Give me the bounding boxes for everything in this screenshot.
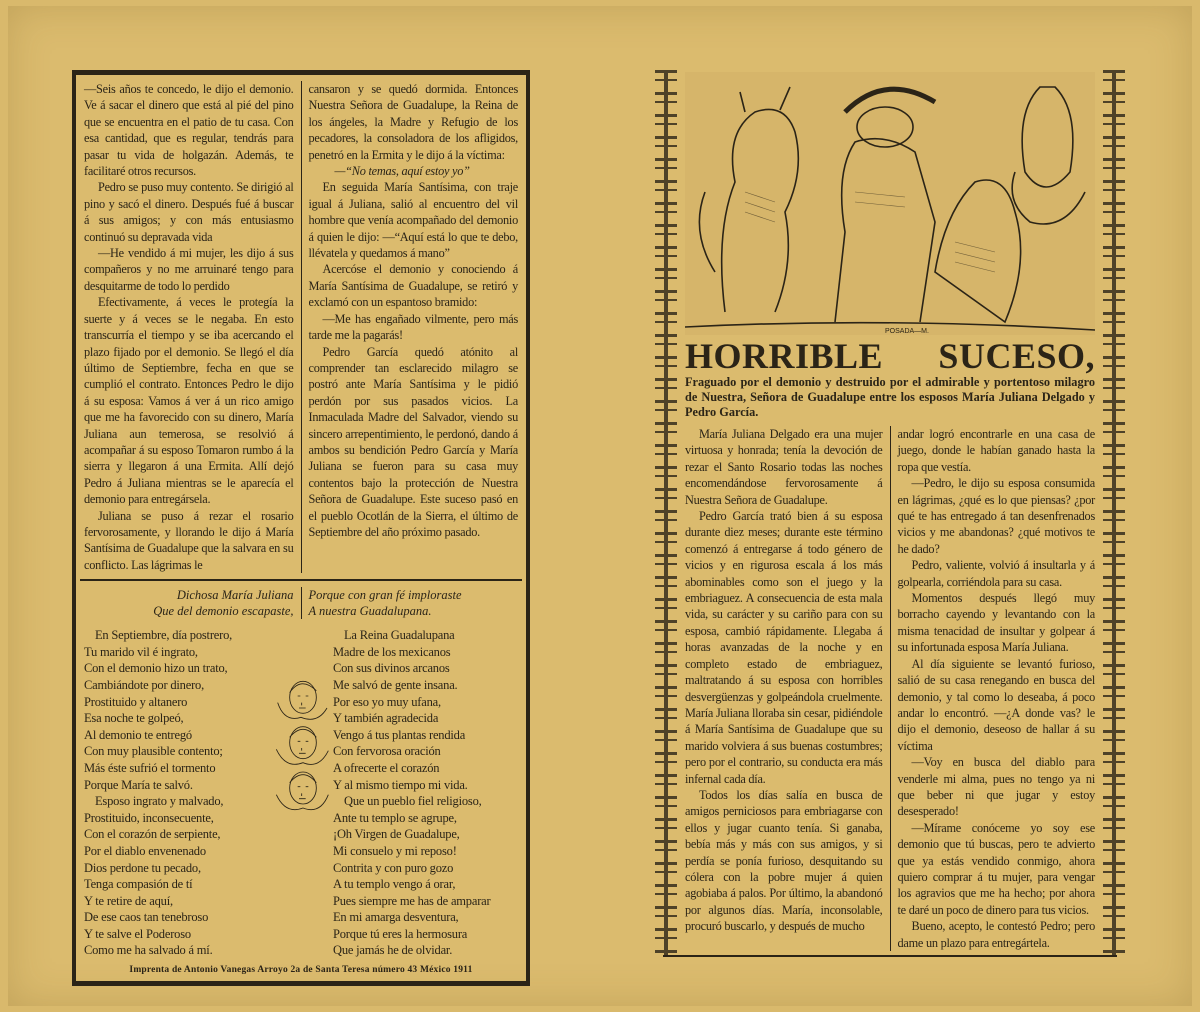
verse-line: Prostituido, inconsecuente, [84,810,214,825]
verse-line: Con el demonio hizo un trato, [84,661,228,676]
paragraph: —He vendido á mi mujer, les dijo á sus compañeros y no me arruinaré tengo para desquitarme de todo lo perdido [84,246,294,293]
verse-line: Al demonio te entregó [84,727,192,742]
poem [84,627,518,959]
paragraph: —Seis años te concedo, le dijo el demonio. Ve á sacar el dinero que está al pié del pino que se encuentra en el patio de tu casa. Con esa cantidad, que es regular, tendrás para pasar tu vida de holgazán. Además, te facilitaré otros recursos. [84,82,294,179]
paragraph: —Me has engañado vilmente, pero más tarde me la pagarás! [308,311,518,343]
left-page [72,70,530,986]
verse-line: ¡Oh Virgen de Guadalupe, [333,827,460,842]
poem-heading-right [309,587,519,619]
right-column-2 [898,426,1096,951]
woodcut-illustration [685,72,1095,335]
verse-line: Con el corazón de serpiente, [84,827,221,842]
paragraph: andar logró encontrarle en una casa de juego, donde le habían ganado hasta la ropa que vestía. [897,427,1095,474]
verse-line: Que un pueblo fiel religioso, [344,794,482,809]
verse-line: Vengo á tus plantas rendida [333,727,466,742]
verse-line: Madre de los mexicanos [333,644,451,659]
verse-line: Que jamás he de olvidar. [333,943,453,958]
verse-line: De ese caos tan tenebroso [84,910,209,925]
verse-line: Esa noche te golpeó, [84,711,184,726]
verse-line: Cambiándote por dinero, [84,677,205,692]
paragraph: Momentos después llegó muy borracho cayendo y levantando con la misma tenacidad de insultar y golpear á su infortunada esposa María Juliana. [897,591,1095,655]
heading-line: Porque con gran fé imploraste [308,588,462,603]
poem-heading-left [84,587,294,619]
column-divider [301,81,302,573]
paragraph: Pedro García trató bien á su esposa durante diez meses; durante este término comenzó á entregarse á todo género de vicios y en rigurosa escala á los más abominables como son el juego y la embriaguez. A consecuencia de esta mala vida, su carácter y su cariño para con su esposa, cambió rápidamente. Llegaba á horas avanzadas de la noche y en completo estado de embriaguez, maltratando á su esposa con horribles desvergüenzas y golpeándola cruelmente. María Juliana lloraba sin cesar, pidiéndole á María Santísima de Guadalupe que su marido volviera á sus buenas costumbres; pero por el contrario, su conducta era más infernal cada día. [685,509,883,786]
heading-line: A nuestra Guadalupana. [308,604,432,619]
section-divider [80,579,522,581]
main-title: HORRIBLE SUCESO, [685,336,1095,376]
verse-line: Y también agradecida [333,711,439,726]
verse-line: Me salvó de gente insana. [333,677,458,692]
right-prose-columns [685,426,1095,951]
verse-line: Porque tú eres la hermosura [333,926,468,941]
paragraph: Todos los días salía en busca de amigos perniciosos para embriagarse con ellos y jugar cuanto tenía. Si ganaba, bebía más y más con sus amigos, y si perdía se ponía furioso, desquitando su cólera con la pobre mujer á quien agobiaba á palos. Por último, la abandonó por algunos días. María, inconsolable, procuró buscarlo, y después de mucho [685,787,883,934]
paragraph: Pedro García quedó atónito al comprender tan esclarecido milagro se postró ante María Santísima y le pidió perdón por sus pasados vicios. La Inmaculada Madre del Salvador, viendo su sincero arrepentimiento, le perdonó, dando á ambos su bendición Pedro García y María Juliana se fueron para su casa muy contentos bajo la protección de Nuestra Señora de Guadalupe. Este suceso pasó en el pueblo Ocotlán de la Sierra, el último de Septiembre del año próximo pasado. [308,344,518,539]
paragraph: Acercóse el demonio y conociendo á María Santísima de Guadalupe, se retiró y exclamó con un espantoso bramido: [308,262,518,310]
heading-divider [301,587,302,619]
paragraph: Pedro, valiente, volvió á insultarla y á golpearla, corriéndola para su casa. [897,558,1095,589]
verse-line: Como me ha salvado á mí. [84,943,213,958]
verse-line: Y te salve el Poderoso [84,926,191,941]
angel-heads-illustration [271,641,331,851]
verse-line: Con muy plausible contento; [84,744,223,759]
verse-line: Y te retire de aquí, [84,893,173,908]
verse-line: Y al mismo tiempo mi vida. [333,777,468,792]
verse-line: A tu templo vengo á orar, [333,877,456,892]
verses-left [84,627,269,959]
left-column-1 [84,81,294,573]
paragraph: Pedro se puso muy contento. Se dirigió al pino y sacó el dinero. Después fué á buscar á sus amigos; y con más entusiasmo continuó su depravada vida [84,180,294,244]
verse-line: La Reina Guadalupana [344,628,455,643]
headline [685,337,1095,420]
paragraph: Efectivamente, á veces le protegía la suerte y á veces se le negaba. En esto transcurría el tiempo y se iba acercando el plazo fijado por el demonio. Se llegó el día último de Septiembre, fecha en que se cumplió el contrato. Entonces Pedro le dijo á su esposa: Vamos á ver á un rico amigo que me ha favorecido con su dinero, María Juliana aun temerosa, se resolvió á acompañar á su esposo Tomaron rumbo á la sierra y llegaron á una Ermita. Allí dejó Pedro á Juliana mientras se le aparecía el demonio para entregársela. [84,295,294,507]
paragraph: cansaron y se quedó dormida. Entonces Nuestra Señora de Guadalupe, la Reina de los ángeles, la Madre y Refugio de los pecadores, la consoladora de los afligidos, penetró en la Ermita y le dijo á la víctima: [308,82,518,162]
artist-signature: POSADA—M. [885,328,929,335]
paragraph: —Mírame conóceme yo soy ese demonio que tú buscas, pero te advierto que ya estás vendido conmigo, ahora quiero comprar á tu mujer, para vengar los agravios que me ha hecho; por ahora te daré un poco de dinero para tus vicios. [897,820,1095,917]
verse-line: Mi consuelo y mi reposo! [333,843,457,858]
verse-line: En Septiembre, día postrero, [95,628,233,643]
verse-line: Más éste sufrió el tormento [84,760,216,775]
paragraph: María Juliana Delgado era una mujer virtuosa y honrada; tenía la devoción de rezar el Santo Rosario todas las noches encomendándose fervorosamente á Nuestra Señora de Guadalupe. [685,427,883,507]
verse-line: Por el diablo envenenado [84,843,206,858]
verse-line: Ante tu templo se agrupe, [333,810,457,825]
heading-line: Que del demonio escapaste, [153,604,294,619]
bottom-rule [663,955,1117,957]
verse-line: Con sus divinos arcanos [333,661,450,676]
verse-line: Porque María te salvó. [84,777,193,792]
vine-border-left [655,70,677,957]
verse-line: Prostituido y altanero [84,694,188,709]
column-divider [890,426,891,951]
verse-line: Esposo ingrato y malvado, [95,794,224,809]
paragraph: En seguida María Santísima, con traje igual á Juliana, salió al encuentro del vil hombre que venía acompañado del demonio á quien le dijo: —“Aquí está lo que te debo, llévatela y quedamos á mano” [308,180,518,261]
left-prose-columns [84,81,518,573]
paragraph: —Pedro, le dijo su esposa consumida en lágrimas, ¿qué es lo que piensas? ¿por qué te has entregado á tan desenfrenados vicios y me abandonas? ¿qué motivos te he dado? [897,476,1095,556]
verse-line: Tu marido vil é ingrato, [84,644,198,659]
paragraph: —Voy en busca del diablo para venderle mi alma, pues no tengo ya ni que beber ni que jugar y estoy desesperado! [897,755,1095,819]
vine-border-right [1103,70,1125,957]
paragraph: Juliana se puso á rezar el rosario fervorosamente, y llorando le dijo á María Santísima de Guadalupe que la salvara en su conflicto. Las lágrimas le [84,508,294,572]
verse-line: Por eso yo muy ufana, [333,694,441,709]
verse-line: Tenga compasión de tí [84,877,193,892]
verse-line: En mi amarga desventura, [333,910,459,925]
verse-line: A ofrecerte el corazón [333,760,440,775]
paragraph: Al día siguiente se levantó furioso, salió de su casa renegando en busca del demonio, y tal como lo deseaba, á poco andar lo encontró. —¿A donde vas? le dijo el demonio, deseoso de hallar á su víctima [897,656,1095,753]
verses-right [333,627,518,959]
left-column-2 [309,81,519,573]
broadside-sheet [8,6,1192,1006]
verse-line: Con fervorosa oración [333,744,441,759]
heading-line: Dichosa María Juliana [176,588,294,603]
poem-headings [84,587,518,619]
right-column-1 [685,426,883,951]
quote: —“No temas, aquí estoy yo” [334,164,470,179]
verse-line: Dios perdone tu pecado, [84,860,201,875]
right-page [655,70,1125,957]
imprint: Imprenta de Antonio Vanegas Arroyo 2a de Santa Teresa número 43 México 1911 [129,965,473,976]
paragraph: Bueno, acepto, le contestó Pedro; pero dame un plazo para entregártela. [897,919,1095,950]
verse-line: Pues siempre me has de amparar [333,893,491,908]
subtitle: Fraguado por el demonio y destruido por el admirable y portentoso milagro de Nuestra, Señora de Guadalupe entre los esposos María Juliana Delgado y Pedro García. [685,375,1095,419]
verse-line: Contrita y con puro gozo [333,860,454,875]
